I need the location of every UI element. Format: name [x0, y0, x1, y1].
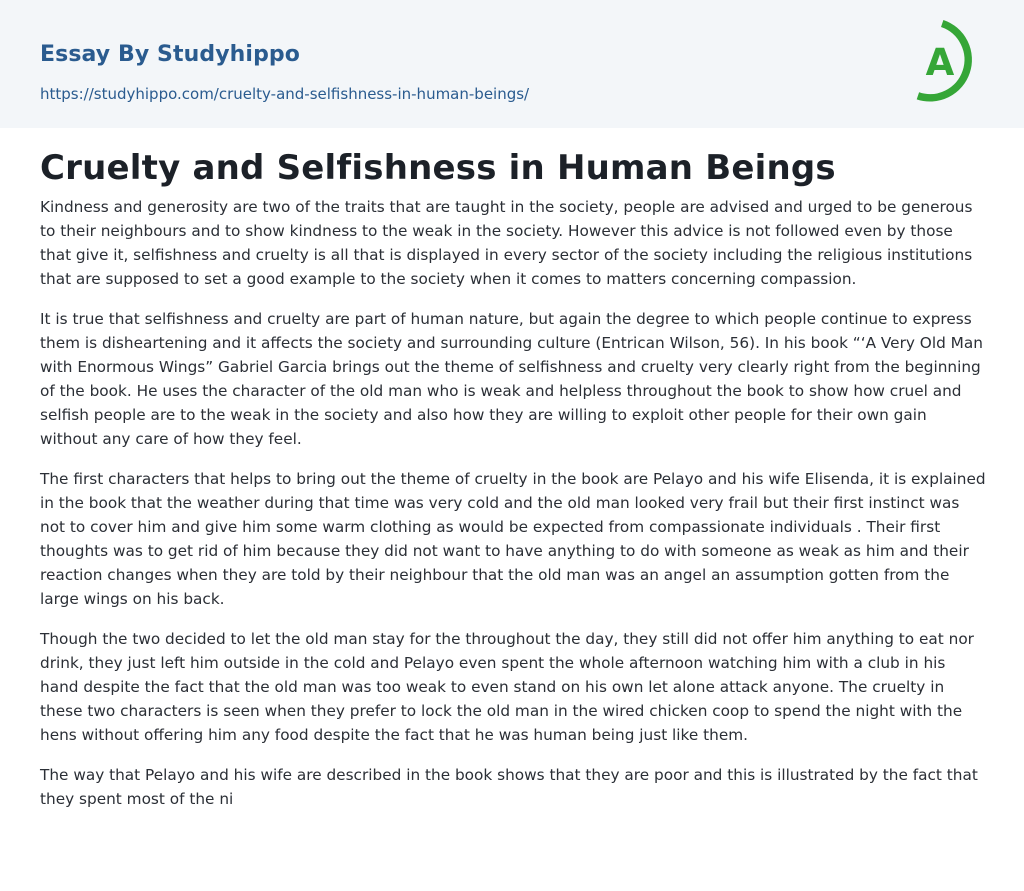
essay-main: [0, 148, 1024, 811]
essay-paragraph: Kindness and generosity are two of the traits that are taught in the society, people are advised and urged to be generous to their neighbours and to show kindness to the weak in the society. However this advice is not followed even by those that give it, selfishness and cruelty is all that is displayed in every sector of the society including the religious institutions that are supposed to set a good example to the society when it comes to matters concerning compassion.: [40, 198, 973, 288]
source-url-link[interactable]: https://studyhippo.com/cruelty-and-selfishness-in-human-beings/: [40, 85, 530, 103]
essay-paragraph: It is true that selfishness and cruelty are part of human nature, but again the degree to which people continue to express them is disheartening and it affects the society and surrounding culture (Entrican Wilson, 56). In his book “‘A Very Old Man with Enormous Wings” Gabriel Garcia brings out the theme of selfishness and cruelty very clearly right from the beginning of the book. He uses the character of the old man who is weak and helpless throughout the book to show how cruel and selfish people are to the weak in the society and also how they are willing to exploit other people for their own gain without any care of how they feel.: [40, 310, 983, 448]
essay-title: Cruelty and Selfishness in Human Beings: [40, 148, 836, 188]
logo-letter: A: [925, 41, 955, 84]
essay-paragraph: The first characters that helps to bring out the theme of cruelty in the book are Pelayo and his wife Elisenda, it is explained in the book that the weather during that time was very cold and the old man looked very frail but their first instinct was not to cover him and give him some warm clothing as would be expected from compassionate individuals . Their first thoughts was to get rid of him because they did not want to have anything to do with someone as weak as him and their reaction changes when they are told by their neighbour that the old man was an angel an assumption gotten from the large wings on his back.: [40, 470, 986, 608]
essay-paragraph: The way that Pelayo and his wife are described in the book shows that they are poor and this is illustrated by the fact that they spent most of the ni: [40, 766, 978, 808]
studyhippo-logo-icon[interactable]: [912, 19, 988, 107]
site-title[interactable]: Essay By Studyhippo: [40, 42, 300, 67]
page-header: [0, 0, 1024, 128]
essay-paragraph: Though the two decided to let the old man stay for the throughout the day, they still did not offer him anything to eat nor drink, they just left him outside in the cold and Pelayo even spent the whole afternoon watching him with a club in his hand despite the fact that the old man was too weak to even stand on his own let alone attack anyone. The cruelty in these two characters is seen when they prefer to lock the old man in the wired chicken coop to spend the night with the hens without offering him any food despite the fact that he was human being just like them.: [40, 630, 974, 744]
